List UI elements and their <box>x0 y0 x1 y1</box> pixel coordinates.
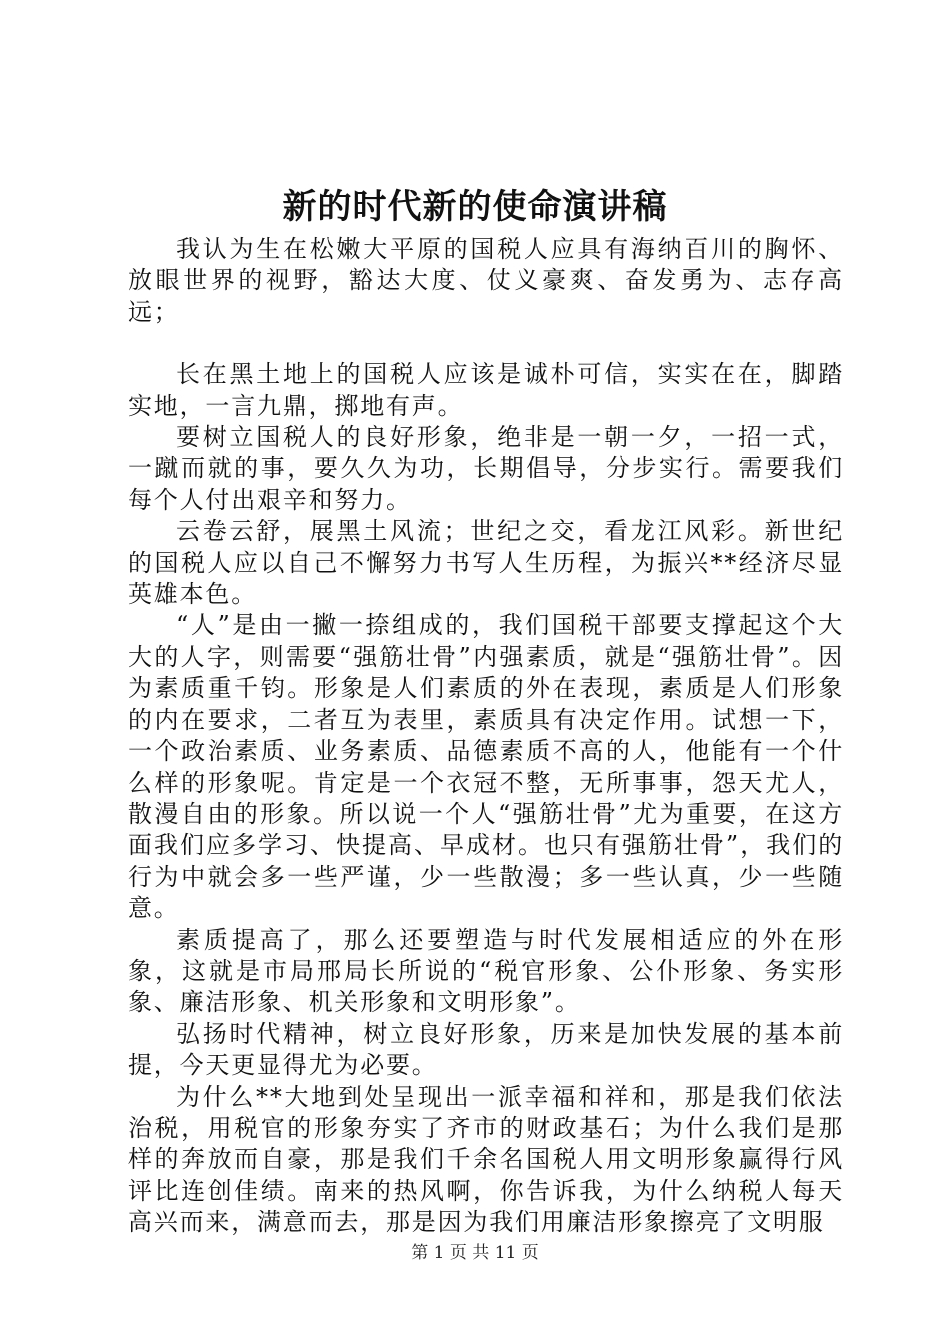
paragraph: 要树立国税人的良好形象，绝非是一朝一夕，一招一式，一蹴而就的事，要久久为功，长期倡导，分步实行。需要我们每个人付出艰辛和努力。 <box>128 423 844 514</box>
paragraph: 为什么**大地到处呈现出一派幸福和祥和，那是我们依法治税，用税官的形象夯实了齐市的财政基石；为什么我们是那样的奔放而自豪，那是我们千余名国税人用文明形象赢得行风评比连创佳绩。南来的热风啊，你告诉我，为什么纳税人每天高兴而来，满意而去，那是因为我们用廉洁形象擦亮了文明服 <box>128 1082 844 1237</box>
paragraph: 我认为生在松嫩大平原的国税人应具有海纳百川的胸怀、放眼世界的视野，豁达大度、仗义豪爽、奋发勇为、志存高远； <box>128 235 844 326</box>
paragraph: 弘扬时代精神，树立良好形象，历来是加快发展的基本前提，今天更显得尤为必要。 <box>128 1019 844 1080</box>
paragraph: 长在黑土地上的国税人应该是诚朴可信，实实在在，脚踏实地，一言九鼎，掷地有声。 <box>128 360 844 420</box>
document-body <box>128 234 844 1239</box>
document-title: 新的时代新的使命演讲稿 <box>282 187 668 227</box>
paragraph: 素质提高了，那么还要塑造与时代发展相适应的外在形象，这就是市局邢局长所说的“税官形象、公仆形象、务实形象、廉洁形象、机关形象和文明形象”。 <box>128 925 844 1017</box>
paragraph: “人”是由一撇一捺组成的，我们国税干部要支撑起这个大大的人字，则需要“强筋壮骨”内强素质，就是“强筋壮骨”。因为素质重千钧。形象是人们素质的外在表现，素质是人们形象的内在要求，二者互为表里，素质具有决定作用。试想一下，一个政治素质、业务素质、品德素质不高的人，他能有一个什么样的形象呢。肯定是一个衣冠不整，无所事事，怨天尤人，散漫自由的形象。所以说一个人“强筋壮骨”尤为重要，在这方面我们应多学习、快提高、早成材。也只有强筋壮骨”，我们的行为中就会多一些严谨，少一些散漫；多一些认真，少一些随意。 <box>128 611 844 923</box>
page-number-footer: 第 1 页 共 11 页 <box>411 1243 539 1263</box>
paragraph: 云卷云舒，展黑土风流；世纪之交，看龙江风彩。新世纪的国税人应以自己不懈努力书写人生历程，为振兴**经济尽显英雄本色。 <box>128 517 844 609</box>
